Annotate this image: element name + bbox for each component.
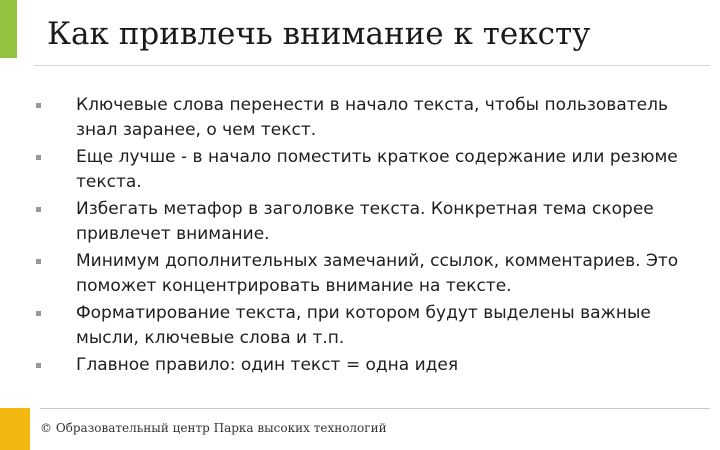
bullet-item bbox=[36, 93, 696, 143]
bullet-marker-icon bbox=[36, 363, 41, 368]
bullet-text: Избегать метафор в заголовке текста. Конкретная тема скорее привлечет внимание. bbox=[76, 199, 654, 244]
title-divider bbox=[34, 65, 710, 66]
bullet-text: Главное правило: один текст = одна идея bbox=[76, 355, 459, 375]
bullet-marker-icon bbox=[36, 103, 41, 108]
accent-bar-bottom bbox=[0, 408, 30, 450]
slide-title: Как привлечь внимание к тексту bbox=[47, 16, 591, 52]
bullet-text: Минимум дополнительных замечаний, ссылок, комментариев. Это поможет концентрировать внимание на тексте. bbox=[76, 251, 679, 296]
bullet-marker-icon bbox=[36, 259, 41, 264]
bullet-marker-icon bbox=[36, 311, 41, 316]
bullet-item bbox=[36, 249, 696, 299]
bullet-text: Еще лучше - в начало поместить краткое содержание или резюме текста. bbox=[76, 147, 678, 192]
bullet-marker-icon bbox=[36, 207, 41, 212]
accent-bar-top bbox=[0, 0, 17, 58]
bullet-item bbox=[36, 197, 696, 247]
bullet-text: Форматирование текста, при котором будут выделены важные мысли, ключевые слова и т.п. bbox=[76, 303, 651, 348]
bullet-item bbox=[36, 353, 696, 378]
footer-copyright: © Образовательный центр Парка высоких технологий bbox=[40, 421, 387, 435]
bullet-item bbox=[36, 301, 696, 351]
bullet-list bbox=[36, 93, 696, 380]
bullet-item bbox=[36, 145, 696, 195]
footer-divider bbox=[40, 408, 710, 409]
bullet-marker-icon bbox=[36, 155, 41, 160]
bullet-text: Ключевые слова перенести в начало текста, чтобы пользователь знал заранее, о чем текст. bbox=[76, 95, 668, 140]
